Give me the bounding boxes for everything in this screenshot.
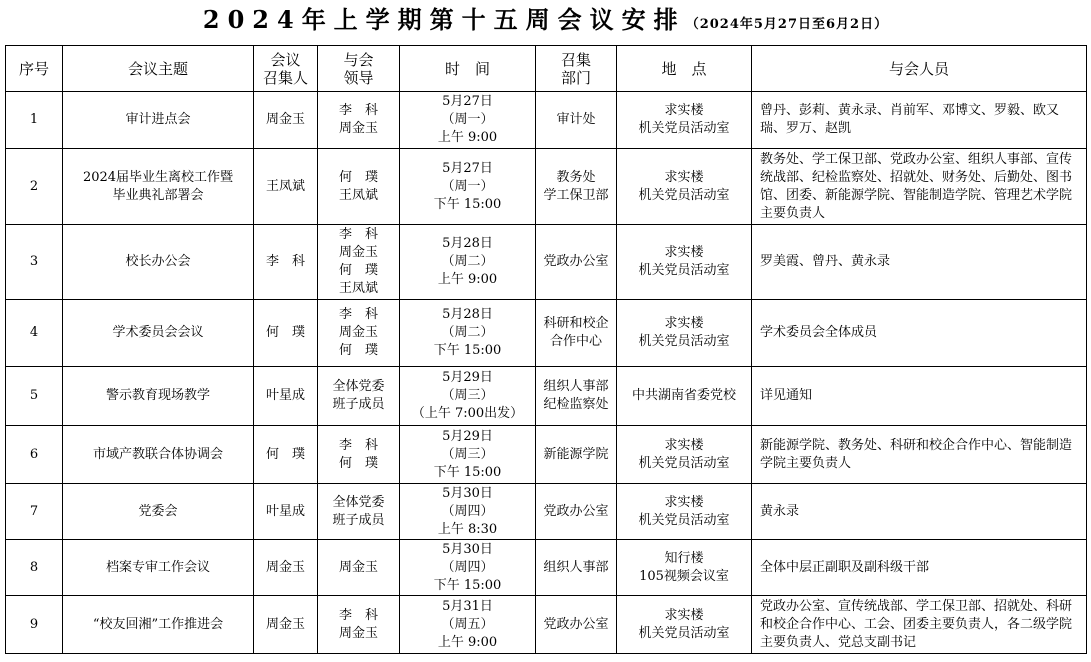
table-row	[6, 540, 1087, 596]
cell-topic: “校友回湘”工作推进会	[63, 596, 254, 654]
cell-attendees: 详见通知	[752, 367, 1087, 426]
cell-leaders: 李 科 周金玉	[318, 596, 400, 654]
cell-topic: 党委会	[63, 484, 254, 540]
header-leaders: 与会 领导	[318, 46, 400, 92]
cell-location: 求实楼 机关党员活动室	[617, 149, 752, 225]
table-header-row	[6, 46, 1087, 92]
header-no: 序号	[6, 46, 63, 92]
cell-leaders: 李 科 周金玉	[318, 92, 400, 149]
cell-location: 求实楼 机关党员活动室	[617, 300, 752, 367]
cell-time: 5月27日 （周一） 上午 9:00	[400, 92, 536, 149]
cell-convener: 李 科	[254, 225, 318, 300]
cell-topic: 2024届毕业生离校工作暨 毕业典礼部署会	[63, 149, 254, 225]
cell-convener: 周金玉	[254, 92, 318, 149]
table-row	[6, 596, 1087, 654]
table-row	[6, 300, 1087, 367]
cell-convener: 王凤斌	[254, 149, 318, 225]
header-attendees: 与会人员	[752, 46, 1087, 92]
cell-leaders: 全体党委 班子成员	[318, 367, 400, 426]
title-date-range: （2024年5月27日至6月2日）	[685, 17, 889, 32]
cell-attendees: 罗美霞、曾丹、黄永录	[752, 225, 1087, 300]
cell-attendees: 党政办公室、宣传统战部、学工保卫部、招就处、科研和校企合作中心、工会、团委主要负责人，各二级学院主要负责人、党总支副书记	[752, 596, 1087, 654]
cell-location: 求实楼 机关党员活动室	[617, 426, 752, 484]
header-topic: 会议主题	[63, 46, 254, 92]
cell-convener: 何 璞	[254, 426, 318, 484]
cell-topic: 档案专审工作会议	[63, 540, 254, 596]
cell-attendees: 黄永录	[752, 484, 1087, 540]
cell-leaders: 李 科 周金玉 何 璞	[318, 300, 400, 367]
cell-time: 5月29日 （周三） 下午 15:00	[400, 426, 536, 484]
cell-dept: 组织人事部	[536, 540, 617, 596]
cell-leaders: 李 科 周金玉 何 璞 王凤斌	[318, 225, 400, 300]
cell-leaders: 周金玉	[318, 540, 400, 596]
cell-location: 求实楼 机关党员活动室	[617, 92, 752, 149]
cell-topic: 警示教育现场教学	[63, 367, 254, 426]
cell-attendees: 学术委员会全体成员	[752, 300, 1087, 367]
cell-convener: 叶星成	[254, 367, 318, 426]
cell-no: 3	[6, 225, 63, 300]
table-row	[6, 92, 1087, 149]
cell-dept: 科研和校企 合作中心	[536, 300, 617, 367]
cell-time: 5月29日 （周三） （上午 7:00出发）	[400, 367, 536, 426]
title-main: 2024年上学期第十五周会议安排	[202, 5, 686, 34]
cell-time: 5月28日 （周二） 下午 15:00	[400, 300, 536, 367]
cell-leaders: 全体党委 班子成员	[318, 484, 400, 540]
cell-no: 8	[6, 540, 63, 596]
header-location: 地 点	[617, 46, 752, 92]
table-row	[6, 367, 1087, 426]
cell-location: 中共湖南省委党校	[617, 367, 752, 426]
cell-time: 5月30日 （周四） 下午 15:00	[400, 540, 536, 596]
cell-topic: 市域产教联合体协调会	[63, 426, 254, 484]
cell-dept: 新能源学院	[536, 426, 617, 484]
cell-convener: 叶星成	[254, 484, 318, 540]
cell-location: 求实楼 机关党员活动室	[617, 484, 752, 540]
cell-leaders: 何 璞 王凤斌	[318, 149, 400, 225]
cell-no: 5	[6, 367, 63, 426]
cell-time: 5月30日 （周四） 上午 8:30	[400, 484, 536, 540]
cell-location: 知行楼 105视频会议室	[617, 540, 752, 596]
cell-leaders: 李 科 何 璞	[318, 426, 400, 484]
cell-dept: 教务处 学工保卫部	[536, 149, 617, 225]
table-row	[6, 484, 1087, 540]
table-row	[6, 149, 1087, 225]
cell-no: 9	[6, 596, 63, 654]
cell-dept: 组织人事部 纪检监察处	[536, 367, 617, 426]
cell-attendees: 曾丹、彭莉、黄永录、肖前军、邓博文、罗毅、欧又瑞、罗万、赵凯	[752, 92, 1087, 149]
cell-attendees: 教务处、学工保卫部、党政办公室、组织人事部、宣传统战部、纪检监察处、招就处、财务处、后勤处、图书馆、团委、新能源学院、智能制造学院、管理艺术学院主要负责人	[752, 149, 1087, 225]
cell-topic: 审计进点会	[63, 92, 254, 149]
cell-dept: 党政办公室	[536, 596, 617, 654]
cell-convener: 周金玉	[254, 540, 318, 596]
cell-convener: 周金玉	[254, 596, 318, 654]
cell-no: 6	[6, 426, 63, 484]
meeting-schedule-table	[5, 45, 1087, 654]
cell-convener: 何 璞	[254, 300, 318, 367]
header-dept: 召集 部门	[536, 46, 617, 92]
cell-no: 7	[6, 484, 63, 540]
header-convener: 会议 召集人	[254, 46, 318, 92]
cell-location: 求实楼 机关党员活动室	[617, 225, 752, 300]
header-time: 时 间	[400, 46, 536, 92]
cell-no: 2	[6, 149, 63, 225]
cell-location: 求实楼 机关党员活动室	[617, 596, 752, 654]
cell-attendees: 新能源学院、教务处、科研和校企合作中心、智能制造学院主要负责人	[752, 426, 1087, 484]
cell-no: 4	[6, 300, 63, 367]
cell-dept: 审计处	[536, 92, 617, 149]
cell-topic: 学术委员会会议	[63, 300, 254, 367]
cell-attendees: 全体中层正副职及副科级干部	[752, 540, 1087, 596]
table-row	[6, 426, 1087, 484]
cell-no: 1	[6, 92, 63, 149]
schedule-title	[0, 0, 1091, 40]
table-row	[6, 225, 1087, 300]
cell-topic: 校长办公会	[63, 225, 254, 300]
cell-dept: 党政办公室	[536, 225, 617, 300]
cell-time: 5月27日 （周一） 下午 15:00	[400, 149, 536, 225]
cell-dept: 党政办公室	[536, 484, 617, 540]
cell-time: 5月31日 （周五） 上午 9:00	[400, 596, 536, 654]
cell-time: 5月28日 （周二） 上午 9:00	[400, 225, 536, 300]
